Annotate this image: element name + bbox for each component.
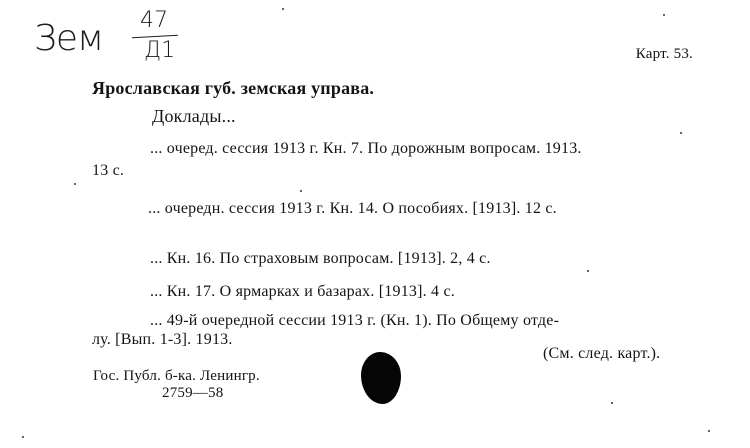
catalog-number: 2759—58 [162,385,224,401]
speck [300,190,302,192]
speck [22,436,24,438]
library-stamp: Гос. Публ. б-ка. Ленингр. [93,368,260,384]
entry-1-line-2: 13 с. [92,162,125,179]
speck [680,132,682,134]
handwritten-numerator: 47 [140,8,168,33]
speck [663,14,665,16]
ink-blot [361,352,401,404]
speck [74,183,76,185]
see-also-note: (См. след. карт.). [543,345,661,362]
handwritten-denominator: Д1 [144,38,176,63]
entry-5-line-1: ... 49-й очередной сессии 1913 г. (Кн. 1). По Общему отде- [150,312,560,329]
speck [611,402,613,404]
handwritten-prefix: Зем [34,18,104,59]
entry-4-line-1: ... Кн. 17. О ярмарках и базарах. [1913]. 4 с. [150,283,455,300]
card-number: Карт. 53. [635,46,693,62]
speck [587,270,589,272]
entry-3-line-1: ... Кн. 16. По страховым вопросам. [1913]. 2, 4 с. [150,250,491,267]
entry-2-line-1: ... очередн. сессия 1913 г. Кн. 14. О пособиях. [1913]. 12 с. [148,200,557,217]
entry-5-line-2: лу. [Вып. 1-3]. 1913. [92,331,233,348]
speck [282,8,284,10]
card-heading: Ярославская губ. земская управа. [92,78,375,98]
entry-1-line-1: ... очеред. сессия 1913 г. Кн. 7. По дорожным вопросам. 1913. [150,140,582,157]
speck [708,430,710,432]
card-subheading: Доклады... [152,106,236,126]
